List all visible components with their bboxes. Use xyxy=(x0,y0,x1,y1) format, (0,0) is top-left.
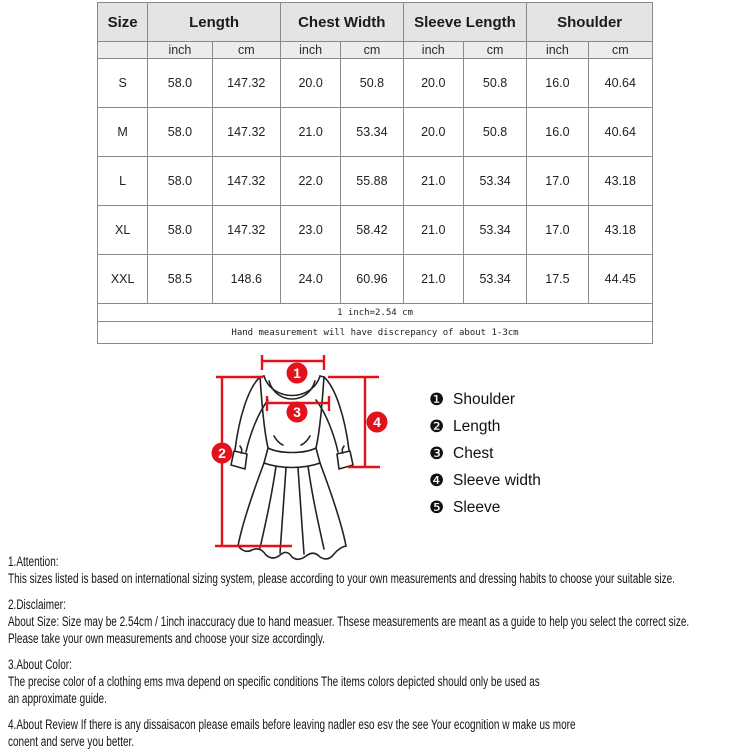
value-cell: 53.34 xyxy=(341,108,403,157)
note-line: 2.Disclaimer: xyxy=(8,597,66,612)
value-cell: 58.0 xyxy=(148,206,212,255)
svg-text:1: 1 xyxy=(293,365,301,381)
note-line: About Size: Size may be 2.54cm / 1inch inaccuracy due to hand measuer. Thsese measurements are meant as a guide to help you select the correct size. xyxy=(8,614,690,629)
dress-measurement-diagram xyxy=(188,350,412,562)
note-line: The precise color of a clothing ems mva depend on specific conditions The items colors depicted should only be used as xyxy=(8,674,540,689)
value-cell: 58.5 xyxy=(148,255,212,304)
size-table-body xyxy=(98,59,653,304)
value-cell: 21.0 xyxy=(403,157,463,206)
unit-cell: cm xyxy=(341,42,403,59)
dress-illustration xyxy=(188,350,412,562)
size-label-cell: XXL xyxy=(98,255,148,304)
footnote-inch-cm: 1 inch=2.54 cm xyxy=(98,304,653,322)
value-cell: 22.0 xyxy=(280,157,340,206)
value-cell: 147.32 xyxy=(212,59,280,108)
value-cell: 44.45 xyxy=(588,255,652,304)
value-cell: 50.8 xyxy=(463,59,526,108)
value-cell: 43.18 xyxy=(588,206,652,255)
col-header-sleeve-length: Sleeve Length xyxy=(403,3,527,42)
value-cell: 58.0 xyxy=(148,59,212,108)
numbered-circle-icon: ❷ xyxy=(429,417,445,436)
svg-text:3: 3 xyxy=(293,404,301,420)
legend-label: Chest xyxy=(453,444,494,462)
numbered-circle-icon: ❺ xyxy=(429,498,445,517)
value-cell: 60.96 xyxy=(341,255,403,304)
unit-cell: cm xyxy=(463,42,526,59)
size-table xyxy=(97,2,653,344)
value-cell: 40.64 xyxy=(588,108,652,157)
table-row xyxy=(98,206,653,255)
value-cell: 20.0 xyxy=(280,59,340,108)
value-cell: 43.18 xyxy=(588,157,652,206)
legend-item xyxy=(429,440,541,467)
value-cell: 53.34 xyxy=(463,206,526,255)
footnote-row xyxy=(98,322,653,344)
value-cell: 50.8 xyxy=(341,59,403,108)
note-line: an approximate guide. xyxy=(8,691,107,706)
value-cell: 21.0 xyxy=(403,206,463,255)
unit-cell: inch xyxy=(403,42,463,59)
legend-item xyxy=(429,413,541,440)
size-label-cell: M xyxy=(98,108,148,157)
value-cell: 147.32 xyxy=(212,108,280,157)
value-cell: 16.0 xyxy=(527,108,588,157)
col-header-length: Length xyxy=(148,3,281,42)
unit-cell: inch xyxy=(280,42,340,59)
legend-item xyxy=(429,467,541,494)
note-line: Please take your own measurements and choose your size accordingly. xyxy=(8,631,325,646)
value-cell: 58.42 xyxy=(341,206,403,255)
table-row xyxy=(98,157,653,206)
note-section xyxy=(8,553,750,587)
value-cell: 24.0 xyxy=(280,255,340,304)
legend-item xyxy=(429,386,541,413)
legend-label: Shoulder xyxy=(453,390,516,408)
value-cell: 16.0 xyxy=(527,59,588,108)
unit-cell: inch xyxy=(527,42,588,59)
value-cell: 50.8 xyxy=(463,108,526,157)
unit-cell: cm xyxy=(588,42,652,59)
value-cell: 17.0 xyxy=(527,157,588,206)
value-cell: 53.34 xyxy=(463,255,526,304)
table-row xyxy=(98,108,653,157)
legend-label: Sleeve xyxy=(453,498,501,516)
unit-cell: cm xyxy=(212,42,280,59)
legend-label: Sleeve width xyxy=(453,471,541,489)
value-cell: 17.5 xyxy=(527,255,588,304)
note-line: 3.About Color: xyxy=(8,657,72,672)
note-section xyxy=(8,656,750,707)
notes-section xyxy=(8,553,750,750)
value-cell: 148.6 xyxy=(212,255,280,304)
legend-label: Length xyxy=(453,417,501,435)
unit-cell: inch xyxy=(148,42,212,59)
measurement-legend xyxy=(429,386,541,521)
col-header-chest-width: Chest Width xyxy=(280,3,403,42)
value-cell: 20.0 xyxy=(403,59,463,108)
table-row xyxy=(98,255,653,304)
value-cell: 21.0 xyxy=(280,108,340,157)
value-cell: 40.64 xyxy=(588,59,652,108)
legend-item xyxy=(429,494,541,521)
value-cell: 58.0 xyxy=(148,157,212,206)
value-cell: 17.0 xyxy=(527,206,588,255)
value-cell: 20.0 xyxy=(403,108,463,157)
svg-text:2: 2 xyxy=(218,445,226,461)
measurement-lines xyxy=(215,355,380,546)
note-line: 4.About Review If there is any dissaisacon please emails before leaving nadler eso esv the see Your ecognition w make us more xyxy=(8,717,576,732)
footnote-hand-measurement: Hand measurement will have discrepancy of about 1-3cm xyxy=(98,322,653,344)
value-cell: 58.0 xyxy=(148,108,212,157)
value-cell: 21.0 xyxy=(403,255,463,304)
size-label-cell: S xyxy=(98,59,148,108)
unit-cell-empty xyxy=(98,42,148,59)
col-header-shoulder: Shoulder xyxy=(527,3,653,42)
note-section xyxy=(8,596,750,647)
note-line: This sizes listed is based on international sizing system, please according to your own measurements and dressing habits to choose your suitable size. xyxy=(8,571,675,586)
note-line: 1.Attention: xyxy=(8,554,59,569)
unit-row xyxy=(98,42,653,59)
footnote-row xyxy=(98,304,653,322)
value-cell: 147.32 xyxy=(212,206,280,255)
note-section xyxy=(8,716,750,750)
table-row xyxy=(98,59,653,108)
numbered-circle-icon: ❶ xyxy=(429,390,445,409)
value-cell: 53.34 xyxy=(463,157,526,206)
svg-text:4: 4 xyxy=(373,414,381,430)
numbered-circle-icon: ❹ xyxy=(429,471,445,490)
numbered-circle-icon: ❸ xyxy=(429,444,445,463)
size-label-cell: XL xyxy=(98,206,148,255)
note-line: conent and serve you better. xyxy=(8,734,135,749)
header-row xyxy=(98,3,653,42)
col-header-size: Size xyxy=(98,3,148,42)
value-cell: 147.32 xyxy=(212,157,280,206)
value-cell: 23.0 xyxy=(280,206,340,255)
size-label-cell: L xyxy=(98,157,148,206)
value-cell: 55.88 xyxy=(341,157,403,206)
